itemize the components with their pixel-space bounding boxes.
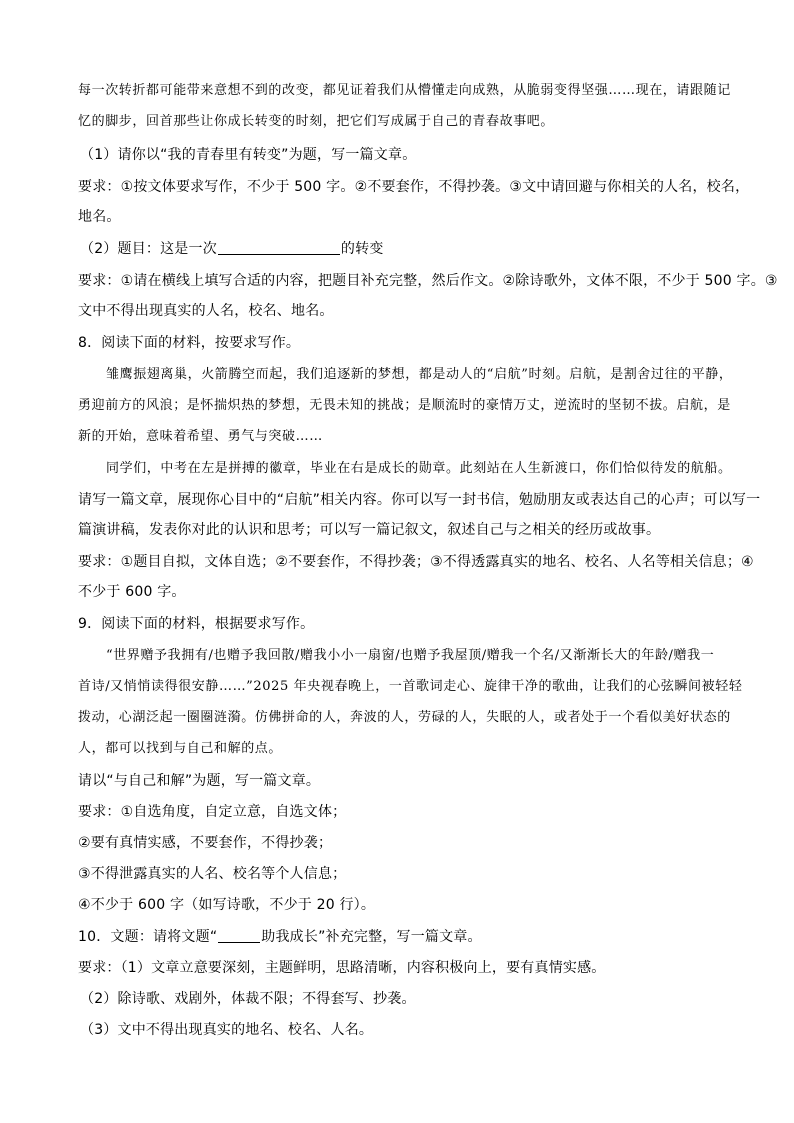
q7-part2-title — [80, 239, 780, 259]
q8-material-3: 新的开始，意味着希望、勇气与突破…… — [78, 429, 323, 444]
q7-part2-requirement-2: 文中不得出现真实的人名，校名、地名。 — [78, 303, 334, 319]
q8-material-1: 雏鹰振翅离巢，火箭腾空而起，我们追逐新的梦想，都是动人的“启航”时刻。启航，是割舍过往的平静， — [106, 367, 733, 382]
fill-in-blank — [218, 928, 260, 943]
q8-requirement-2: 不少于 600 字。 — [78, 584, 186, 600]
q7-part2-title-after: 的转变 — [340, 241, 384, 257]
q9-requirement-1: 要求：①自选角度，自定立意，自选文体； — [78, 804, 347, 820]
intro-line-2: 忆的脚步，回首那些让你成长转变的时刻，把它们写成属于自己的青春故事吧。 — [78, 114, 555, 129]
q8-prompt-1: 请写一篇文章，展现你心目中的“启航”相关内容。你可以写一封书信，勉励朋友或表达自己的心声；可以写一 — [78, 492, 761, 508]
q7-part1-requirement-2: 地名。 — [78, 209, 121, 225]
q9-material-3: 拨动，心湖泛起一圈圈涟漪。仿佛拼命的人，奔波的人，劳碌的人，失眠的人，或者处于一个看似美好状态的 — [78, 710, 731, 725]
q9-heading: 9．阅读下面的材料，根据要求写作。 — [78, 616, 315, 632]
intro-line-1: 每一次转折都可能带来意想不到的改变，都见证着我们从懵懂走向成熟，从脆弱变得坚强……现在，请跟随记 — [78, 83, 731, 98]
q8-heading: 8．阅读下面的材料，按要求写作。 — [78, 335, 301, 351]
q9-requirement-4: ④不少于 600 字（如写诗歌，不少于 20 行）。 — [78, 897, 376, 913]
q8-requirement-1: 要求：①题目自拟，文体自选；②不要套作，不得抄袭；③不得透露真实的地名、校名、人名等相关信息；④ — [78, 554, 754, 570]
q10-heading — [78, 927, 778, 947]
q7-part1-requirement-1: 要求：①按文体要求写作，不少于 500 字。②不要套作，不得抄袭。③文中请回避与你相关的人名，校名， — [78, 179, 750, 195]
q8-material-2: 勇迎前方的风浪；是怀揣炽热的梦想，无畏未知的挑战；是顺流时的豪情万丈，逆流时的坚韧不拔。启航，是 — [78, 398, 731, 413]
q9-material-2: 首诗/又悄悄读得很安静……”2025 年央视春晚上，一首歌词走心、旋律干净的歌曲，让我们的心弦瞬间被轻轻 — [78, 679, 743, 694]
q10-heading-before: 10．文题：请将文题“ — [78, 929, 218, 945]
q9-requirement-3: ③不得泄露真实的人名、校名等个人信息； — [78, 866, 347, 882]
q7-part1-title: （1）请你以“我的青春里有转变”为题，写一篇文章。 — [80, 147, 417, 163]
q10-requirement-1: 要求：（1）文章立意要深刻，主题鲜明，思路清晰，内容积极向上，要有真情实感。 — [78, 960, 606, 976]
q9-material-1: “世界赠予我拥有/也赠予我回散/赠我小小一扇窗/也赠予我屋顶/赠我一个名/又渐渐长大的年龄/赠我一 — [106, 648, 715, 663]
q10-requirement-2: （2）除诗歌、戏剧外，体裁不限；不得套写、抄袭。 — [80, 991, 416, 1007]
q8-material-4: 同学们，中考在左是拼搏的徽章，毕业在右是成长的勋章。此刻站在人生新渡口，你们恰似待发的航船。 — [106, 461, 732, 476]
q7-part2-requirement-1: 要求：①请在横线上填写合适的内容，把题目补充完整，然后作文。②除诗歌外，文体不限，不少于 500 字。③ — [78, 273, 778, 289]
q9-requirement-2: ②要有真情实感，不要套作，不得抄袭； — [78, 835, 333, 851]
q7-part2-title-before: （2）题目：这是一次 — [80, 241, 217, 257]
q9-material-4: 人，都可以找到与自己和解的点。 — [78, 741, 283, 756]
q10-requirement-3: （3）文中不得出现真实的地名、校名、人名。 — [80, 1022, 374, 1038]
q8-prompt-2: 篇演讲稿，发表你对此的认识和思考；可以写一篇记叙文，叙述自己与之相关的经历或故事。 — [78, 522, 661, 538]
q9-prompt: 请以“与自己和解”为题，写一篇文章。 — [78, 773, 321, 789]
fill-in-blank — [218, 240, 340, 255]
q10-heading-after: 助我成长”补充完整，写一篇文章。 — [261, 929, 482, 945]
